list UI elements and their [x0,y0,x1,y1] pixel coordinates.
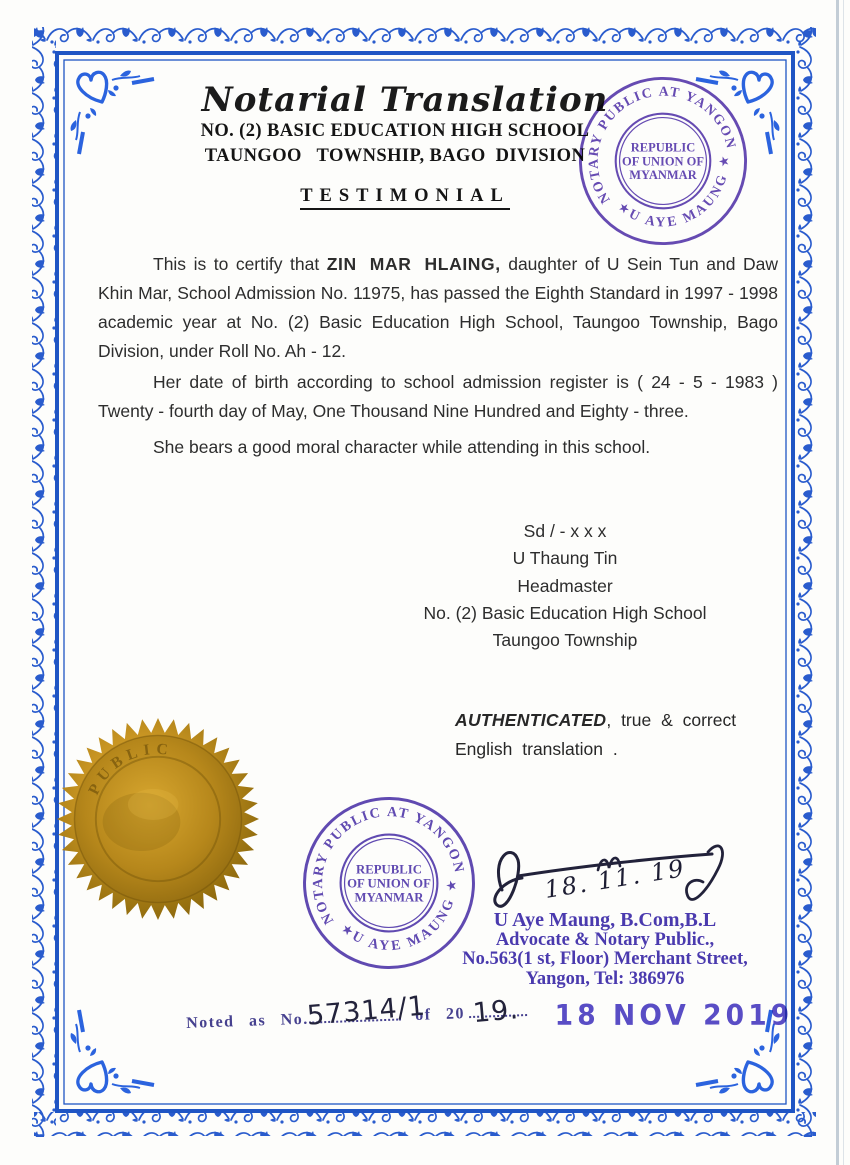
date-stamp: 18 NOV 2019 [554,999,794,1033]
stamp-star-left: ★ [615,198,634,218]
testimonial-heading-text: TESTIMONIAL [300,186,510,210]
authenticated-word: AUTHENTICATED [455,710,607,730]
headmaster-title: Headmaster [517,575,613,596]
student-name: ZIN MAR HLAING, [326,254,501,274]
noted-prefix: Noted as No. [185,1010,310,1032]
certify-rest: daughter of U Sein Tun and Daw Khin Mar, School Admission No. 11975, has passed the Eighth Standard in 1997 - 1998 academic year at No. (2) Basic Education High School, Taungoo Township, Bago Division, under Roll No. Ah - 12. [98,254,778,361]
gold-foil-seal [56,716,260,922]
stamp-arc-top-text: NOTARY PUBLIC AT YANGON [585,83,740,207]
noted-number-handwritten: 57314/1 [305,990,427,1032]
handwritten-date: 18. 11. 19 [542,854,688,904]
headmaster-name: U Thaung Tin [512,548,618,569]
headmaster-signature-block [380,518,750,654]
authentication-line2: English translation . [455,739,618,759]
certify-prefix: This is to certify that [153,254,327,274]
noted-middle: of 20 [414,1005,466,1024]
noted-year-handwritten: 19. [471,994,521,1030]
scan-edge-line [836,0,839,1165]
stamp-center-line3: MYANMAR [629,168,697,183]
sd-line: Sd / - x x x [523,521,607,541]
stamp-center-line1: REPUBLIC [356,862,422,877]
seal-emboss-text: PUBLIC [85,740,175,798]
notarial-translation-title: Notarial Translation [201,80,609,120]
stamp-center-line1: REPUBLIC [630,140,696,155]
school-name-line1: NO. (2) BASIC EDUCATION HIGH SCHOOL [200,121,590,141]
notary-signature [482,830,732,930]
notary-name: U Aye Maung, B.Com,B.L [493,909,717,931]
stamp-arc-bottom-text: U AYE MAUNG [349,895,459,955]
stamp-star-right: ★ [716,155,732,168]
certify-paragraph [98,250,778,366]
noted-dotted-line2 [469,994,528,1030]
noted-dotted-line [305,990,427,1032]
stamp-star-right: ★ [443,879,460,892]
stamp-arc-top-text: NOTARY PUBLIC AT YANGON [310,803,468,928]
notary-address: No.563(1 st, Floor) Merchant Street, [462,949,748,970]
notary-title: Advocate & Notary Public., [495,929,715,950]
school-name-signature: No. (2) Basic Education High School [423,602,707,623]
svg-text:★ [440,874,463,896]
moral-character-paragraph: She bears a good moral character while attending in this school. [153,437,651,457]
birthdate-paragraph: Her date of birth according to school admission register is ( 24 - 5 - 1983 ) Twenty - fourth day of May, One Thousand Nine Hundred and Eighty - three. [98,372,778,421]
authentication-rest: , true & correct [606,710,737,730]
authentication-line1 [455,706,765,735]
stamp-center-line3: MYANMAR [354,890,424,905]
scan-edge-line-light [843,0,844,1165]
stamp-center-line2: OF UNION OF [347,876,431,891]
stamp-center-line2: OF UNION OF [622,154,704,169]
school-name-line2: TAUNGOO TOWNSHIP, BAGO DIVISION [204,146,586,166]
stamp-arc-bottom-text: U AYE MAUNG [626,170,731,230]
svg-text:★ [712,150,735,172]
stamp-star-left: ★ [338,920,358,940]
authentication-note [455,706,765,764]
township-signature: Taungoo Township [492,630,638,651]
notary-city-phone: Yangon, Tel: 386976 [525,968,685,989]
